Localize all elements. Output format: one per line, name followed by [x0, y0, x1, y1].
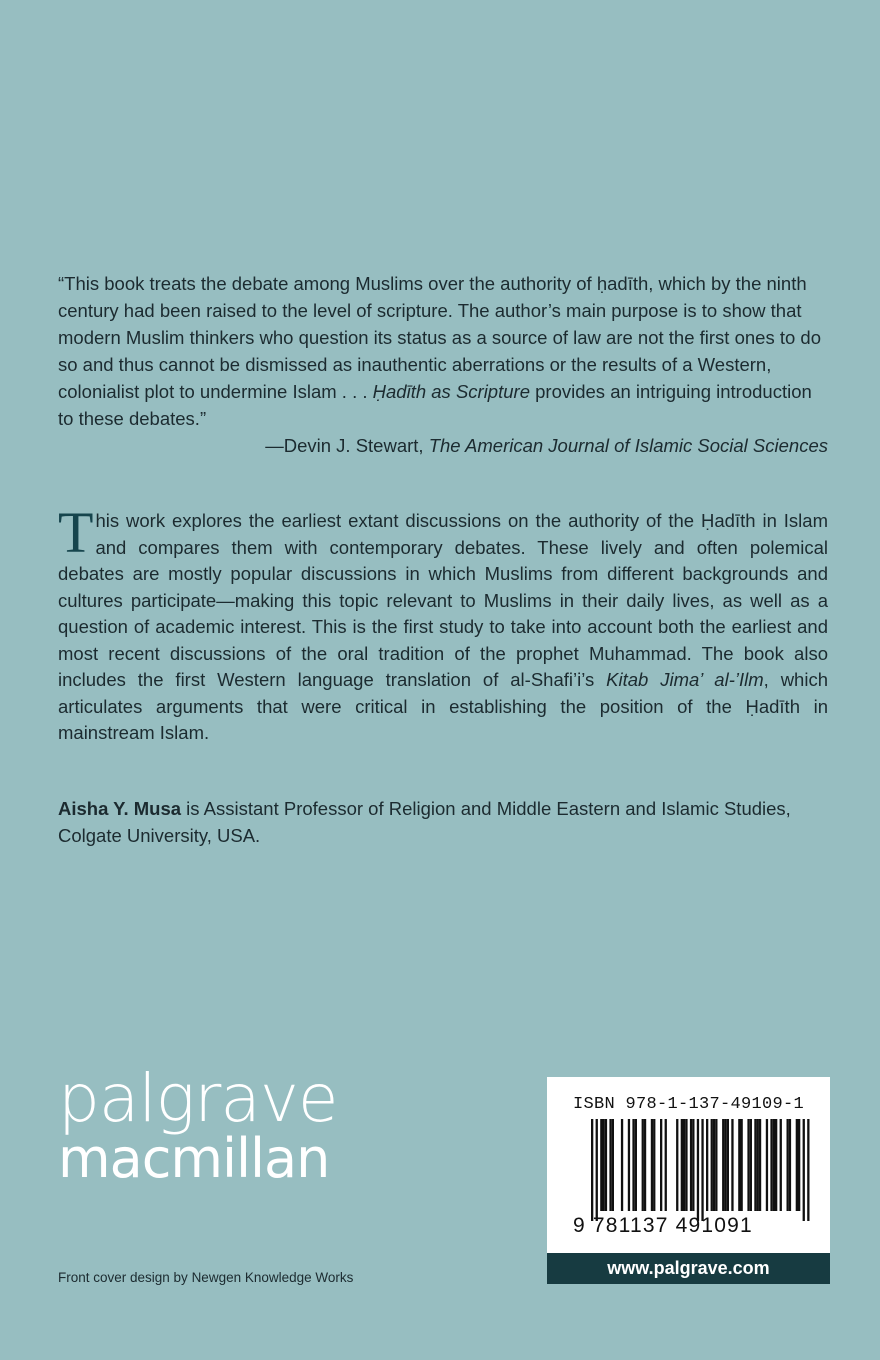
barcode-bar — [773, 1119, 775, 1211]
author-bio-text: is Assistant Professor of Religion and Middle Eastern and Islamic Studies, Colgate University, USA. — [58, 798, 791, 846]
barcode-bar — [738, 1119, 740, 1211]
attribution-name: —Devin J. Stewart, — [265, 435, 429, 456]
barcode-bar — [713, 1119, 715, 1211]
barcode-bar — [692, 1119, 694, 1211]
barcode-bar — [621, 1119, 623, 1211]
quote-text — [58, 270, 828, 432]
barcode-bar — [754, 1119, 756, 1211]
barcode-bar — [803, 1119, 805, 1221]
description-part1: his work explores the earliest extant discussions on the authority of the Ḥadīth in Islam and compares them with contemporary debates. These lively and often polemical debates are mostly popular discussions in which Muslims from different backgrounds and cultures participate—making this topic relevant to Muslims in their daily lives, as well as a question of academic interest. This is the first study to take into account both the earliest and most recent discussions of the oral tradition of the prophet Muhammad. The book also includes the first Western language translation of al-Shafi’i’s — [58, 510, 828, 690]
barcode-bar — [651, 1119, 653, 1211]
barcode-bar — [642, 1119, 644, 1211]
book-description — [58, 500, 828, 747]
barcode-bar — [747, 1119, 749, 1211]
barcode-bar — [600, 1119, 602, 1211]
cover-design-credit: Front cover design by Newgen Knowledge Works — [58, 1270, 354, 1285]
barcode-bar — [596, 1119, 598, 1221]
barcode-bar — [683, 1119, 685, 1211]
barcode-bar — [807, 1119, 809, 1221]
barcode-bar — [681, 1119, 683, 1211]
barcode-bar — [766, 1119, 768, 1211]
barcode-bar — [798, 1119, 800, 1211]
drop-cap: T — [58, 500, 94, 565]
barcode-bar — [750, 1119, 752, 1211]
author-name: Aisha Y. Musa — [58, 798, 182, 819]
barcode-bar — [628, 1119, 630, 1211]
barcode-bar — [603, 1119, 605, 1211]
barcode-bar — [665, 1119, 667, 1211]
quote-attribution — [58, 432, 828, 459]
barcode-bar — [660, 1119, 662, 1211]
quote-text-part2: provides an intriguing introduction to these debates.” — [58, 381, 812, 429]
description-part2: , which articulates arguments that were critical in establishing the position of the Ḥadīth in mainstream Islam. — [58, 669, 828, 743]
barcode-bar — [770, 1119, 772, 1211]
barcode-bar — [796, 1119, 798, 1211]
barcode-bar — [722, 1119, 724, 1211]
review-quote — [58, 270, 828, 459]
quote-book-title: Ḥadīth as Scripture — [372, 381, 530, 402]
barcode-bar — [605, 1119, 607, 1211]
barcode-panel — [547, 1077, 830, 1253]
barcode-bar — [780, 1119, 782, 1211]
barcode-bar — [715, 1119, 717, 1211]
barcode-bar — [711, 1119, 713, 1211]
barcode-bar — [632, 1119, 634, 1211]
barcode-bar — [789, 1119, 791, 1211]
attribution-source: The American Journal of Islamic Social Sciences — [428, 435, 828, 456]
barcode-bar — [706, 1119, 708, 1211]
barcode-bar — [775, 1119, 777, 1211]
barcode-digits: 9 781137 491091 — [573, 1214, 753, 1237]
barcode-bar — [757, 1119, 759, 1211]
description-title: Kitab Jima’ al-’Ilm — [606, 669, 764, 690]
author-bio — [58, 795, 838, 849]
barcode-bar — [591, 1119, 593, 1221]
barcode-bar — [635, 1119, 637, 1211]
barcode-bar — [685, 1119, 687, 1211]
barcode-bar — [653, 1119, 655, 1211]
quote-text-part1: “This book treats the debate among Muslims over the authority of ḥadīth, which by the ninth century had been raised to the level of scripture. The author’s main purpose is to show that modern Muslim thinkers who question its status as a source of law are not the first ones to do so and thus cannot be dismissed as inauthentic aberrations or the results of a Western, colonialist plot to undermine Islam . . . — [58, 273, 821, 402]
barcode-bar — [676, 1119, 678, 1211]
barcode-bar — [759, 1119, 761, 1211]
logo-line-macmillan: macmillan — [58, 1127, 330, 1190]
logo-line-palgrave: palgrave — [58, 1060, 338, 1137]
barcode-bar — [724, 1119, 726, 1211]
publisher-logo — [58, 1062, 338, 1188]
barcode-bar — [731, 1119, 733, 1211]
barcode-bar — [741, 1119, 743, 1211]
barcode-bar — [727, 1119, 729, 1211]
barcode-bar — [701, 1119, 703, 1221]
barcode-bar — [644, 1119, 646, 1211]
isbn-label: ISBN 978-1-137-49109-1 — [573, 1095, 805, 1114]
barcode-bar — [697, 1119, 699, 1221]
publisher-url[interactable]: www.palgrave.com — [547, 1253, 830, 1284]
barcode-bar — [612, 1119, 614, 1211]
barcode-bar — [609, 1119, 611, 1211]
barcode-bar — [787, 1119, 789, 1211]
barcode-bar — [690, 1119, 692, 1211]
